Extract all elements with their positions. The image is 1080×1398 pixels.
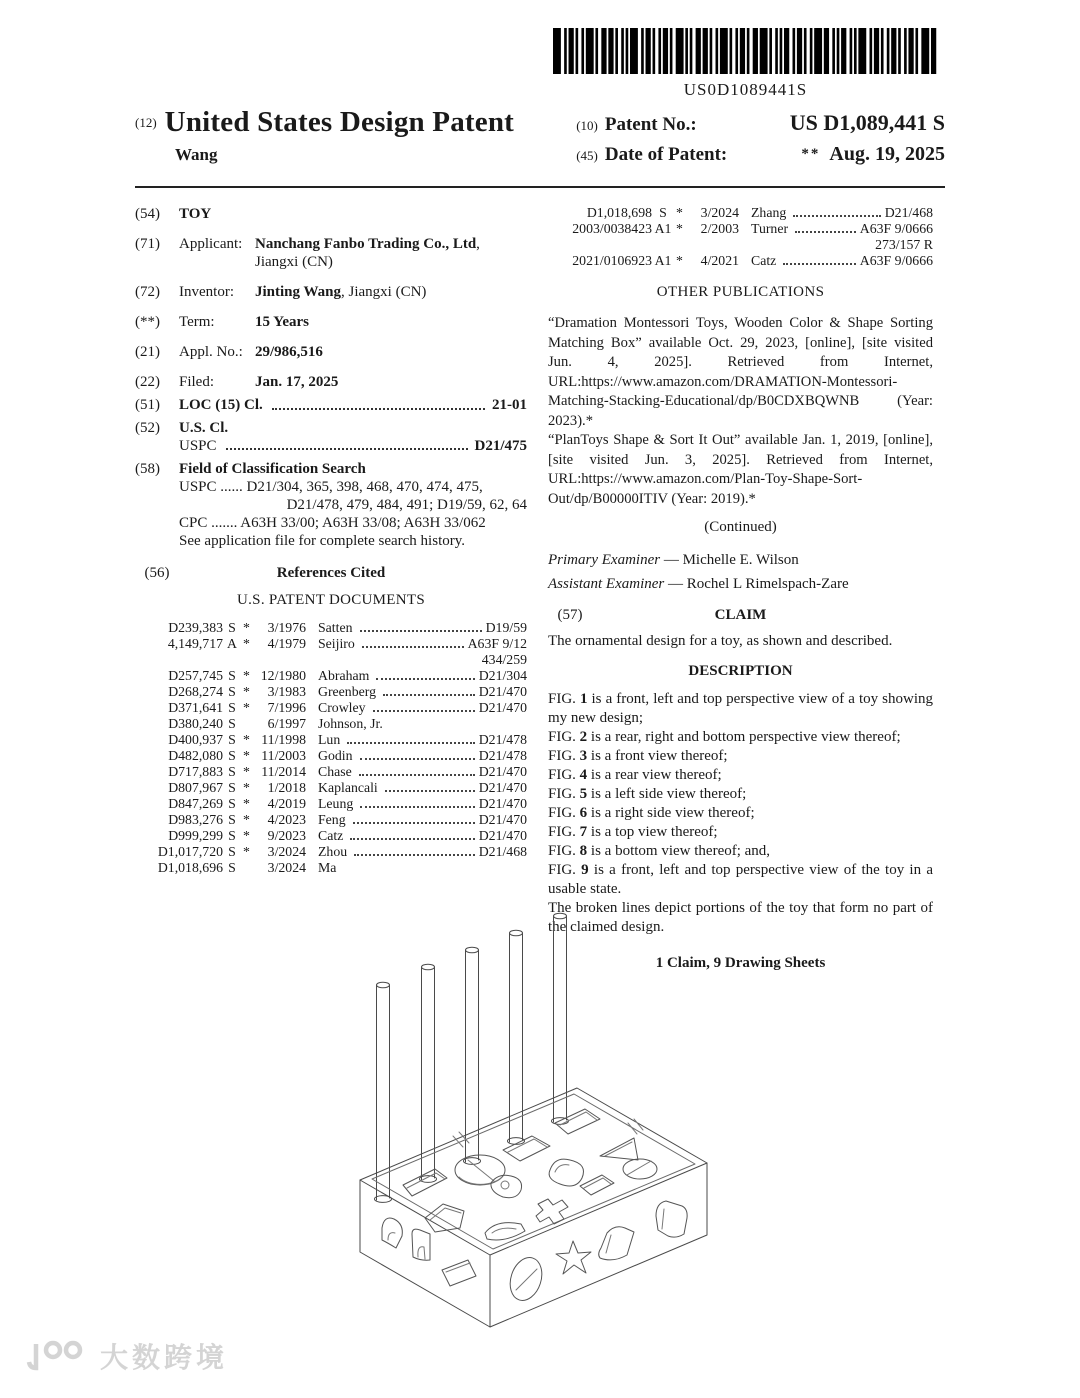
cited-star: * bbox=[243, 764, 250, 779]
reference-class: A63F 9/12 bbox=[467, 636, 527, 651]
field-code: (52) bbox=[135, 420, 160, 436]
reference-name: Johnson, Jr. bbox=[318, 716, 383, 731]
cited-star: * bbox=[676, 253, 683, 268]
reference-row bbox=[135, 860, 527, 876]
dot-leader bbox=[376, 678, 474, 680]
date-label: Date of Patent: bbox=[604, 144, 728, 165]
field-label: Appl. No.: bbox=[179, 344, 243, 360]
dot-leader bbox=[226, 448, 468, 450]
uspc-value: D21/475 bbox=[474, 438, 527, 454]
field-code: (56) bbox=[144, 565, 170, 581]
field-code: (58) bbox=[135, 461, 160, 477]
fig-label: FIG. bbox=[548, 691, 576, 707]
field-us-class bbox=[135, 419, 527, 455]
field-title bbox=[135, 205, 527, 223]
barcode-image bbox=[553, 28, 938, 74]
cited-star: * bbox=[243, 732, 250, 747]
term-extension-stars: ** bbox=[801, 146, 821, 162]
reference-class: D21/478 bbox=[478, 732, 527, 747]
reference-name: Chase bbox=[318, 764, 352, 779]
reference-name: Seijiro bbox=[318, 636, 355, 651]
patent-no-label: Patent No.: bbox=[604, 114, 697, 135]
dot-leader bbox=[373, 710, 475, 712]
reference-row bbox=[135, 732, 527, 748]
reference-class: D21/470 bbox=[478, 796, 527, 811]
claims-sheets-footer: 1 Claim, 9 Drawing Sheets bbox=[655, 955, 826, 971]
field-inventor: (72) Inventor: Jinting Wang, Jiangxi (CN) bbox=[135, 284, 427, 300]
reference-row bbox=[135, 764, 527, 780]
field-code: (**) bbox=[135, 314, 160, 330]
cited-star: * bbox=[243, 684, 250, 699]
figure-description-line: FIG. 4 is a rear view thereof; bbox=[548, 767, 722, 783]
fig-label: FIG. bbox=[548, 748, 576, 764]
fig-label: FIG. bbox=[548, 729, 576, 745]
us-patent-documents-heading: U.S. PATENT DOCUMENTS bbox=[237, 592, 425, 608]
dot-leader bbox=[383, 694, 475, 696]
reference-name: Catz bbox=[751, 253, 777, 268]
patent-number: D847,269 bbox=[168, 796, 223, 811]
pegs bbox=[375, 913, 569, 1202]
dot-leader bbox=[350, 838, 474, 840]
reference-date: 9/2023 bbox=[267, 828, 306, 843]
watermark-logo-icon bbox=[26, 1338, 90, 1374]
reference-name: Satten bbox=[318, 620, 353, 635]
reference-class: D21/304 bbox=[478, 668, 527, 683]
reference-name: Ma bbox=[318, 860, 337, 875]
date-value: ** Aug. 19, 2025 bbox=[801, 143, 945, 165]
fig-label: FIG. bbox=[548, 862, 576, 878]
kind-code: S bbox=[228, 796, 236, 811]
field-applicant: (71) Applicant: Nanchang Fanbo Trading Co., Ltd, Jiangxi (CN) bbox=[135, 236, 480, 270]
dot-leader bbox=[783, 263, 855, 265]
dot-leader bbox=[360, 758, 475, 760]
fig-number: 9 bbox=[581, 862, 589, 878]
document-header bbox=[135, 106, 945, 173]
kind-code: S bbox=[228, 780, 236, 795]
reference-row bbox=[135, 668, 527, 684]
loc-class-value: 21-01 bbox=[492, 397, 527, 413]
top-face-shape-holes bbox=[403, 1109, 657, 1240]
fig-label: FIG. bbox=[548, 843, 576, 859]
reference-date: 3/2024 bbox=[267, 844, 306, 859]
watermark bbox=[26, 1336, 228, 1376]
patent-number: D257,745 bbox=[168, 668, 223, 683]
dot-leader bbox=[360, 806, 474, 808]
fig-label: FIG. bbox=[548, 786, 576, 802]
figure-description-line: FIG. 3 is a front view thereof; bbox=[548, 748, 728, 764]
front-left-face-shape-holes bbox=[382, 1218, 476, 1286]
patent-number: D1,018,698 bbox=[586, 205, 652, 220]
reference-date: 4/2019 bbox=[267, 796, 306, 811]
references-section bbox=[135, 564, 527, 876]
patent-number: D380,240 bbox=[168, 716, 223, 731]
field-term bbox=[135, 313, 527, 331]
reference-class-continuation: 434/259 bbox=[481, 652, 527, 667]
header-divider bbox=[135, 186, 945, 188]
patent-number: D371,641 bbox=[168, 700, 223, 715]
reference-row bbox=[135, 844, 527, 860]
patent-number: D400,937 bbox=[168, 732, 223, 747]
reference-date: 3/1983 bbox=[267, 684, 306, 699]
continued-note: (Continued) bbox=[704, 519, 777, 535]
cited-star: * bbox=[676, 205, 683, 220]
figure-description-line: FIG. 9 is a front, left and top perspective view of the toy in a usable state. bbox=[548, 862, 934, 897]
reference-class: D21/478 bbox=[478, 748, 527, 763]
kind-code: S bbox=[228, 828, 236, 843]
publication-entry: “Dramation Montessori Toys, Wooden Color & Shape Sorting Matching Box” available Oct. 29, 2023, [online], [site visited Jun. 4, 2025]. Retrieved from Internet, URL:https://www.amazon.com/DRAMATION-Montessori-Matching-Stacking-Educational/dp/B0CDXBQWNB (Year: 2023).* bbox=[548, 315, 933, 429]
kind-code: S bbox=[228, 812, 236, 827]
kind-code: S bbox=[228, 748, 236, 763]
date-code: (45) bbox=[576, 148, 598, 163]
figure-descriptions bbox=[548, 690, 933, 899]
cited-star: * bbox=[676, 221, 683, 236]
dot-leader bbox=[793, 215, 880, 217]
fig-label: FIG. bbox=[548, 767, 576, 783]
watermark-text: 大数跨境 bbox=[100, 1341, 229, 1374]
search-cpc-classes: A63H 33/00; A63H 33/08; A63H 33/062 bbox=[240, 515, 486, 531]
field-code: (71) bbox=[135, 236, 160, 252]
cited-star: * bbox=[243, 668, 250, 683]
search-note: See application file for complete search history. bbox=[179, 533, 466, 549]
reference-date: 3/2024 bbox=[267, 860, 306, 875]
reference-row bbox=[135, 620, 527, 636]
dot-leader bbox=[272, 396, 485, 410]
reference-name: Turner bbox=[751, 221, 789, 236]
patent-no-value: US D1,089,441 S bbox=[789, 110, 945, 135]
cited-star: * bbox=[243, 700, 250, 715]
right-column bbox=[548, 205, 933, 973]
patent-number: 2021/0106923 bbox=[572, 253, 652, 268]
field-filed bbox=[135, 373, 527, 391]
reference-row bbox=[548, 205, 933, 221]
reference-date: 3/1976 bbox=[267, 620, 306, 635]
reference-date: 11/1998 bbox=[261, 732, 306, 747]
cited-star: * bbox=[243, 812, 250, 827]
reference-class: D21/470 bbox=[478, 700, 527, 715]
reference-class: D21/468 bbox=[884, 205, 933, 220]
search-uspc-classes: D21/304, 365, 398, 468, 470, 474, 475, bbox=[246, 479, 483, 495]
fig-number: 6 bbox=[579, 805, 588, 821]
primary-examiner-name: Michelle E. Wilson bbox=[682, 552, 799, 568]
cited-star: * bbox=[243, 796, 250, 811]
reference-date: 3/2024 bbox=[700, 205, 739, 220]
kind-code: A1 bbox=[654, 253, 672, 268]
uspc-label: USPC bbox=[179, 438, 217, 454]
reference-class: A63F 9/0666 bbox=[859, 221, 933, 236]
reference-class: D21/470 bbox=[478, 828, 527, 843]
patent-number: D983,276 bbox=[168, 812, 223, 827]
box-outline bbox=[360, 1088, 707, 1327]
field-code: (22) bbox=[135, 374, 160, 390]
field-code: (21) bbox=[135, 344, 160, 360]
reference-name: Leung bbox=[318, 796, 354, 811]
patent-number: D999,299 bbox=[168, 828, 223, 843]
page-title: United States Design Patent bbox=[164, 106, 515, 138]
figure-description-line: FIG. 6 is a right side view thereof; bbox=[548, 805, 755, 821]
fig-number: 2 bbox=[579, 729, 588, 745]
reference-name: Godin bbox=[318, 748, 353, 763]
dot-leader bbox=[362, 646, 464, 648]
reference-date: 7/1996 bbox=[267, 700, 306, 715]
reference-date: 2/2003 bbox=[700, 221, 739, 236]
claim-text: The ornamental design for a toy, as shown and described. bbox=[548, 633, 893, 649]
reference-date: 1/2018 bbox=[267, 780, 306, 795]
invention-title: TOY bbox=[179, 206, 212, 222]
field-label: LOC (15) Cl. bbox=[179, 397, 263, 413]
reference-name: Lun bbox=[318, 732, 341, 747]
fig-label: FIG. bbox=[548, 824, 576, 840]
field-label: Applicant: bbox=[179, 236, 243, 252]
reference-row bbox=[135, 828, 527, 844]
fig-number: 8 bbox=[579, 843, 588, 859]
patent-number: D482,080 bbox=[168, 748, 223, 763]
field-classification-search: (58) Field of Classification Search USPC ...... D21/304, 365, 398, 468, 470, 474, 475, D21/478, 479, 484, 491; D19/59, 62, 64 CPC ....... A63H 33/00; A63H 33/08; A63H 33/062 See application file for complete search history. bbox=[135, 461, 527, 549]
dot-leader bbox=[354, 854, 475, 856]
dot-leader bbox=[385, 790, 475, 792]
left-column bbox=[135, 205, 527, 876]
reference-date: 6/1997 bbox=[267, 716, 306, 731]
patent-number: 2003/0038423 bbox=[572, 221, 652, 236]
reference-row bbox=[135, 780, 527, 796]
kind-code: S bbox=[228, 684, 236, 699]
reference-class-continuation: 273/157 R bbox=[875, 237, 933, 252]
barcode-text: US0D1089441S bbox=[683, 80, 808, 99]
cited-star: * bbox=[243, 828, 250, 843]
reference-name: Crowley bbox=[318, 700, 366, 715]
field-appl-no bbox=[135, 343, 527, 361]
kind-code: (12) bbox=[135, 114, 157, 130]
reference-name: Greenberg bbox=[318, 684, 376, 699]
patent-number: D1,017,720 bbox=[157, 844, 223, 859]
patent-no-code: (10) bbox=[576, 118, 598, 133]
assistant-examiner-line: Assistant Examiner — Rochel L Rimelspach-Zare bbox=[548, 576, 849, 592]
dot-leader bbox=[359, 774, 475, 776]
inventor-name: Jinting Wang bbox=[255, 284, 342, 300]
patent-number: D239,383 bbox=[168, 620, 223, 635]
fig-number: 3 bbox=[579, 748, 588, 764]
field-label: Field of Classification Search bbox=[179, 461, 366, 477]
patent-number: 4,149,717 bbox=[167, 636, 223, 651]
reference-date: 4/2021 bbox=[700, 253, 739, 268]
reference-class: D21/470 bbox=[478, 812, 527, 827]
applicant-name: Nanchang Fanbo Trading Co., Ltd bbox=[255, 236, 477, 252]
other-publications-heading: OTHER PUBLICATIONS bbox=[656, 284, 825, 300]
figure-description-line: FIG. 7 is a top view thereof; bbox=[548, 824, 718, 840]
publications-list bbox=[548, 314, 933, 509]
reference-name: Feng bbox=[318, 812, 346, 827]
field-label: Term: bbox=[179, 314, 215, 330]
field-label: Filed: bbox=[179, 374, 215, 390]
applicant-location: Jiangxi (CN) bbox=[255, 254, 333, 270]
kind-code: A1 bbox=[654, 221, 672, 236]
fig-number: 1 bbox=[579, 691, 588, 707]
reference-class: D19/59 bbox=[485, 620, 527, 635]
dot-leader bbox=[347, 742, 474, 744]
field-code: (72) bbox=[135, 284, 160, 300]
kind-code: A bbox=[227, 636, 237, 651]
kind-code: S bbox=[228, 860, 236, 875]
patent-number: D717,883 bbox=[168, 764, 223, 779]
description-heading: DESCRIPTION bbox=[688, 663, 793, 679]
assistant-examiner-name: Rochel L Rimelspach-Zare bbox=[686, 576, 849, 592]
reference-row bbox=[548, 237, 933, 253]
reference-class: D21/470 bbox=[478, 684, 527, 699]
kind-code: S bbox=[228, 732, 236, 747]
field-loc-class bbox=[135, 396, 527, 414]
reference-row bbox=[135, 812, 527, 828]
reference-row bbox=[135, 684, 527, 700]
figure-1-drawing bbox=[335, 893, 745, 1363]
field-label: Inventor: bbox=[179, 284, 234, 300]
cited-star: * bbox=[243, 780, 250, 795]
term-value: 15 Years bbox=[255, 314, 310, 330]
front-right-face-shape-holes bbox=[505, 1201, 687, 1305]
barcode bbox=[553, 28, 938, 100]
reference-row bbox=[135, 748, 527, 764]
cited-star: * bbox=[243, 748, 250, 763]
reference-row bbox=[135, 716, 527, 732]
reference-name: Abraham bbox=[318, 668, 370, 683]
reference-row bbox=[135, 636, 527, 652]
kind-code: S bbox=[228, 668, 236, 683]
reference-class: D21/468 bbox=[478, 844, 527, 859]
figure-description-line: FIG. 8 is a bottom view thereof; and, bbox=[548, 843, 771, 859]
field-code: (54) bbox=[135, 206, 160, 222]
reference-class: A63F 9/0666 bbox=[859, 253, 933, 268]
field-label: U.S. Cl. bbox=[179, 420, 229, 436]
kind-code: S bbox=[228, 700, 236, 715]
reference-name: Zhou bbox=[318, 844, 348, 859]
kind-code: S bbox=[228, 764, 236, 779]
right-patent-table bbox=[548, 205, 933, 269]
field-code: (51) bbox=[135, 397, 160, 413]
fig-number: 5 bbox=[579, 786, 588, 802]
reference-row bbox=[548, 221, 933, 237]
claim-heading: (57) CLAIM bbox=[548, 606, 933, 625]
filing-date: Jan. 17, 2025 bbox=[255, 374, 339, 390]
reference-row bbox=[135, 796, 527, 812]
primary-examiner-line: Primary Examiner — Michelle E. Wilson bbox=[548, 552, 799, 568]
cited-star: * bbox=[243, 620, 250, 635]
field-code: (57) bbox=[557, 607, 583, 623]
patent-number: D807,967 bbox=[168, 780, 223, 795]
reference-name: Catz bbox=[318, 828, 344, 843]
reference-class: D21/470 bbox=[478, 764, 527, 779]
kind-code: S bbox=[659, 205, 667, 220]
cited-star: * bbox=[243, 636, 250, 651]
figure-description-line: FIG. 1 is a front, left and top perspective view of a toy showing my new design; bbox=[548, 691, 933, 726]
patent-number: D1,018,696 bbox=[157, 860, 223, 875]
kind-code: S bbox=[228, 716, 236, 731]
figure-description-line: FIG. 5 is a left side view thereof; bbox=[548, 786, 747, 802]
reference-row bbox=[135, 652, 527, 668]
reference-date: 12/1980 bbox=[260, 668, 306, 683]
dot-leader bbox=[795, 231, 856, 233]
figure-description-line: FIG. 2 is a rear, right and bottom perspective view thereof; bbox=[548, 729, 901, 745]
fig-label: FIG. bbox=[548, 805, 576, 821]
publication-entry: “PlanToys Shape & Sort It Out” available Jan. 1, 2019, [online], [site visited Jun. 3, 2025]. Retrieved from Internet, URL:https://www.amazon.com/Plan-Toy-Shape-Sort-Out/dp/B00000ITIV (Year: 2019).* bbox=[548, 432, 933, 507]
dot-leader bbox=[360, 630, 482, 632]
cited-star: * bbox=[243, 844, 250, 859]
reference-class: D21/470 bbox=[478, 780, 527, 795]
inventor-surname: Wang bbox=[175, 145, 218, 164]
kind-code: S bbox=[228, 844, 236, 859]
reference-date: 4/1979 bbox=[267, 636, 306, 651]
references-heading: References Cited bbox=[276, 565, 386, 581]
reference-date: 11/2014 bbox=[261, 764, 306, 779]
dot-leader bbox=[353, 822, 475, 824]
reference-date: 4/2023 bbox=[267, 812, 306, 827]
us-patent-table bbox=[135, 620, 527, 876]
search-uspc-classes-2: D21/478, 479, 484, 491; D19/59, 62, 64 bbox=[286, 497, 527, 513]
broken-lines-note: The broken lines depict portions of the toy that form no part of the claimed design. bbox=[548, 900, 933, 935]
reference-row bbox=[135, 700, 527, 716]
reference-date: 11/2003 bbox=[261, 748, 306, 763]
reference-name: Zhang bbox=[751, 205, 787, 220]
application-number: 29/986,516 bbox=[255, 344, 323, 360]
reference-row bbox=[548, 253, 933, 269]
fig-number: 7 bbox=[579, 824, 588, 840]
kind-code: S bbox=[228, 620, 236, 635]
patent-number: D268,274 bbox=[168, 684, 223, 699]
fig-number: 4 bbox=[579, 767, 588, 783]
reference-name: Kaplancali bbox=[318, 780, 378, 795]
